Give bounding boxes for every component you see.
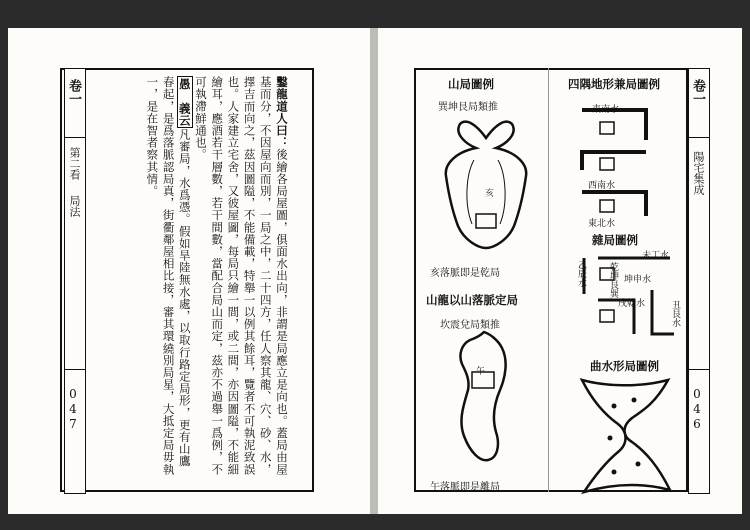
four-corners-title: 四隅地形兼局圖例 — [568, 77, 660, 91]
paragraph-1: 後繪各局屋圖，俱面水出向，非謂是局應立是向也。蓋局由屋基而分，不因屋向而別，一局之中，二十四方，任人察其龍、穴、砂、水，擇吉而向之，茲因圖隘，不能備載，特舉一以例其餘耳，覽者不可執泥致誤也。人家建立宅舍，又彼屋圖，每局只繪一間，或二間，亦因圖隘，不能細繪耳，應酒若干層數，若干間數，當配合局山而定，茲亦不過舉一爲例，不可執滯鮮通也。 — [193, 76, 289, 476]
page-number-right: 046 — [690, 387, 704, 432]
mountain-peak-label: 亥 — [485, 189, 495, 199]
dragon-diagram — [450, 328, 520, 468]
mountain-diagram-subtitle: 巽坤艮局類推 — [438, 102, 498, 113]
left-page — [8, 28, 370, 514]
curved-water-diagram — [574, 376, 680, 496]
four-label-southwest: 西南水 — [588, 181, 616, 191]
dragon-diagram-title: 山龍以山落脈定局 — [426, 293, 518, 307]
diagram-divider — [548, 68, 549, 492]
mixed-label-qiankun: 乾坤艮巽 — [608, 262, 618, 298]
mountain-diagram — [436, 114, 536, 254]
book-spine — [370, 28, 378, 514]
left-page-tab-column — [64, 68, 86, 494]
chapter-label-right: 卷一 — [690, 79, 705, 105]
right-page — [378, 28, 742, 514]
mixed-label-kunshen: 坤申水 — [624, 275, 652, 285]
subsection-label: 局法 — [68, 195, 81, 217]
dragon-diagram-subtitle: 坎震兌局類推 — [440, 320, 500, 331]
mixed-diagram-title: 雜局圖例 — [592, 233, 638, 247]
dragon-peak-label: 午 — [476, 367, 486, 377]
four-corners-diagram — [574, 92, 674, 226]
book-title: 陽宅集成 — [692, 151, 705, 195]
mixed-label-xuqian: 戌乾水 — [618, 299, 646, 309]
four-label-northeast: 東北水 — [588, 219, 616, 229]
paragraph-2: 凡審局，水爲憑。假如旱陸無水處，以取行路定局形，更有山鷹春起，是爲落脈認局真，街衢鄰屋相比接，審其環繞別局星，大抵定局毋執一，是在智者察其情。 — [145, 76, 192, 476]
main-text — [144, 76, 290, 476]
mixed-label-chougen: 丑艮水 — [670, 300, 680, 327]
dragon-diagram-caption: 午落脈即是離局 — [430, 482, 500, 493]
page-number: 047 — [66, 387, 80, 432]
mixed-label-yichen: 乙辰水 — [576, 260, 586, 287]
mixed-label-weiding: 未丁水 — [642, 251, 670, 261]
section-label: 第二看 — [68, 147, 81, 180]
mountain-diagram-title: 山局圖例 — [448, 77, 494, 91]
chapter-label: 卷一 — [66, 79, 81, 105]
curved-water-title: 曲水形局圖例 — [590, 359, 659, 373]
four-label-southeast: 東南水 — [592, 105, 620, 115]
right-page-tab-column — [688, 68, 710, 494]
note-tag: 愚 義云 — [177, 78, 192, 127]
speaker-heading: 鑿龍道人曰： — [275, 76, 289, 149]
mountain-diagram-caption: 亥落脈即是乾局 — [430, 268, 500, 279]
